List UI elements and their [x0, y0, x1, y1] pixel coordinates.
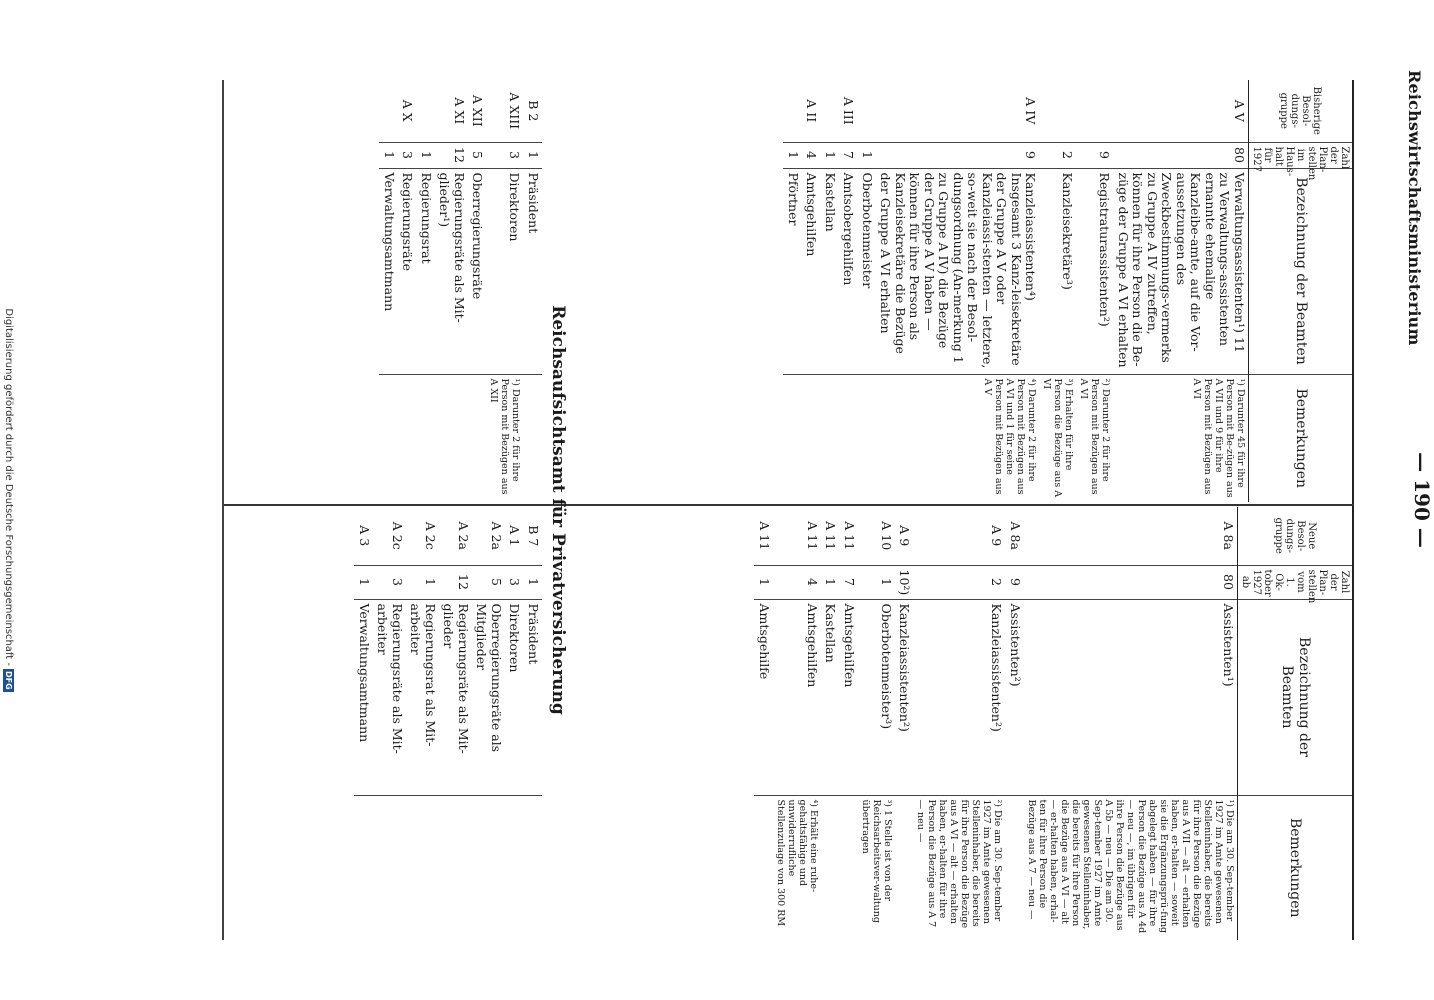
remarks-cell — [380, 374, 399, 502]
remarks-cell: ¹) Darunter 2 für ihre Person mit Bezügen aus A XII — [487, 374, 524, 502]
count-cell: 3 — [373, 565, 406, 599]
digitization-note — [3, 0, 14, 1000]
remarks-cell: ²) Die am 30. Sep-tember 1927 im Amte gewesenen Stelleninhaber, die bereits für ihre Person die Bezüge aus A VI — alt — erhalten haben, er-halten für ihre Person die Bezüge aus A 7 — neu — — [914, 795, 1006, 940]
table-row — [755, 507, 774, 940]
group-cell — [417, 80, 436, 142]
remarks-cell — [858, 374, 877, 502]
s2-left-table — [380, 80, 543, 502]
designation-cell: Pförtner — [784, 168, 803, 374]
group-cell: A 9 — [897, 525, 913, 547]
table-row — [773, 507, 821, 940]
table-row — [821, 507, 840, 940]
designation-cell: Verwaltungsamtmann — [355, 599, 374, 795]
group-cell: A XII — [470, 94, 486, 127]
group-cell: A IV — [1023, 97, 1039, 125]
designation-cell: Regierungsräte als Mit-arbeiter — [373, 599, 406, 795]
count-cell: 9 — [876, 142, 1040, 168]
group-cell: A 1 — [507, 525, 523, 547]
s2-left-wrap — [380, 80, 543, 502]
remarks-cell — [1006, 795, 1025, 940]
group-cell: A 2c — [423, 521, 438, 550]
group-cell: A 2c — [390, 521, 405, 550]
table-row — [435, 80, 468, 502]
group-cell — [858, 80, 877, 142]
group-cell: A X — [400, 99, 416, 122]
remarks-cell — [435, 374, 468, 502]
count-cell: 1 — [524, 142, 543, 168]
count-cell: 1 — [755, 565, 774, 599]
count-cell: 3 — [398, 142, 417, 168]
table-row — [1114, 80, 1249, 502]
designation-cell: Direktoren — [487, 168, 524, 374]
table-row — [524, 507, 543, 940]
designation-cell: Oberregierungsräte — [468, 168, 487, 374]
col-remarks-right: Bemerkungen — [1238, 795, 1353, 940]
designation-cell: Präsident — [524, 599, 543, 795]
count-cell: 7 — [839, 142, 858, 168]
designation-cell: Assistenten²) — [1006, 599, 1025, 795]
table-row — [839, 80, 858, 502]
count-cell: 80 — [1024, 565, 1238, 599]
group-cell: A 10 — [879, 521, 894, 551]
table-row — [398, 80, 417, 502]
designation-cell: Verwaltungsassistenten¹) 11 zu Verwaltungs-assistenten ernannte ehemalige Kanzleibe-amte, auf die Vor-aussetzungen des Zweckbestimmungs-vermerks zu Gruppe A IV zutreffen, können für ihre Person die Be-züge der Gruppe A VI erhalten — [1114, 168, 1249, 374]
count-cell: 3 — [505, 565, 524, 599]
count-cell: 1 — [858, 565, 895, 599]
page-number: — 190 — — [1410, 452, 1434, 548]
count-cell: 3 — [487, 142, 524, 168]
table-row — [487, 80, 524, 502]
designation-cell: Kastellan — [821, 599, 840, 795]
table-row — [1077, 80, 1114, 502]
count-cell: 1 — [821, 142, 840, 168]
remarks-cell — [802, 374, 821, 502]
designation-cell: Amtsobergehilfen — [839, 168, 858, 374]
count-cell: 2 — [1040, 142, 1077, 168]
group-cell: A 9 — [989, 525, 1005, 547]
designation-cell: Amtsgehilfe — [755, 599, 774, 795]
group-cell: A 11 — [757, 521, 772, 551]
group-cell: A 3 — [357, 525, 372, 547]
remarks-cell — [355, 795, 374, 940]
table-row — [380, 80, 399, 502]
group-cell: A 11 — [842, 521, 857, 551]
count-cell: 9 — [1077, 142, 1114, 168]
table-row — [1024, 507, 1238, 940]
table-row — [417, 80, 436, 502]
remarks-cell — [417, 374, 436, 502]
count-cell: 1 — [524, 565, 543, 599]
center-divider — [224, 504, 1354, 506]
table-row — [1006, 507, 1025, 940]
left-table — [784, 80, 1353, 502]
digitization-text: Digitalisierung gefördert durch die Deutsche Forschungsgemeinschaft - — [3, 308, 14, 666]
table-row — [1040, 80, 1077, 502]
section2-title: Reichsaufsichtsamt für Privatversicherung — [548, 305, 568, 715]
remarks-cell — [524, 374, 543, 502]
table-row — [914, 507, 1006, 940]
designation-cell: Regierungsräte als Mit-glieder¹) — [435, 168, 468, 374]
group-cell: A 11 — [823, 521, 839, 551]
col-count-old: Zahl der Plan-stellen im Haus-halt für 1927 — [1249, 142, 1353, 168]
group-cell — [821, 80, 840, 142]
group-cell: A 8a — [1221, 521, 1236, 550]
group-cell: A 2a — [456, 521, 471, 550]
remarks-cell — [406, 795, 439, 940]
table-row — [524, 80, 543, 502]
right-table-wrap — [755, 507, 1353, 940]
table-row — [895, 507, 914, 940]
remarks-cell — [472, 795, 505, 940]
ministry-heading: Reichswirtschaftsministerium — [1405, 70, 1424, 346]
designation-cell: Oberbotenmeister³) — [858, 599, 895, 795]
table-row — [876, 80, 1040, 502]
designation-cell: Präsident — [524, 168, 543, 374]
table-row — [472, 507, 505, 940]
table-row — [858, 80, 877, 502]
designation-cell: Kanzleisekretäre³) — [1040, 168, 1077, 374]
remarks-cell — [839, 374, 858, 502]
remarks-cell — [439, 795, 472, 940]
table-row — [373, 507, 406, 940]
designation-cell: Kastellan — [821, 168, 840, 374]
count-cell: 5 — [472, 565, 505, 599]
group-cell: A 11 — [805, 521, 820, 551]
designation-cell: Regierungsrat — [417, 168, 436, 374]
remarks-cell — [373, 795, 406, 940]
remarks-cell: ¹) Darunter 45 für ihre Person mit Be-zügen aus A VII und 9 für ihre Person mit Bezügen aus A VI — [1114, 374, 1249, 502]
count-cell: 1 — [380, 142, 399, 168]
count-cell: 9 — [1006, 565, 1025, 599]
group-cell: A II — [804, 99, 820, 123]
remarks-cell: ⁴) Erhält eine ruhe-gehaltsfähige und unwiderrufliche Stellenzulage von 300 RM — [773, 795, 821, 940]
group-cell: A XIII — [507, 92, 523, 130]
remarks-cell — [784, 374, 803, 502]
designation-cell: Amtsgehilfen — [840, 599, 859, 795]
table-row — [802, 80, 821, 502]
designation-cell: Regierungsräte als Mit-glieder — [439, 599, 472, 795]
designation-cell: Direktoren — [505, 599, 524, 795]
table-row — [784, 80, 803, 502]
remarks-cell: ⁴) Darunter 2 für ihre Person mit Bezügen aus A VI und 1 für seine Person mit Bezügen aus A V — [876, 374, 1040, 502]
remarks-cell — [895, 795, 914, 940]
count-cell: 1 — [355, 565, 374, 599]
group-cell: A 2a — [489, 521, 504, 550]
remarks-cell — [821, 795, 840, 940]
table-row — [840, 507, 859, 940]
remarks-cell — [524, 795, 543, 940]
count-cell: 1 — [417, 142, 436, 168]
table-row — [505, 507, 524, 940]
group-cell — [784, 80, 803, 142]
designation-cell: Amtsgehilfen — [802, 168, 821, 374]
count-cell: 10²) — [895, 565, 914, 599]
s2-right-table — [355, 507, 543, 940]
count-cell: 80 — [1114, 142, 1249, 168]
group-cell: A III — [841, 96, 857, 125]
designation-cell: Assistenten¹) — [1024, 599, 1238, 795]
count-cell: 12 — [439, 565, 472, 599]
col-new-group: Neue Besol-dungs-gruppe — [1238, 507, 1353, 565]
remarks-cell: ²) Darunter 2 für ihre Person mit Bezügen aus A VI — [1077, 374, 1114, 502]
s2-right-wrap — [355, 507, 543, 940]
group-cell — [380, 80, 399, 142]
group-cell — [1077, 80, 1114, 142]
remarks-cell — [821, 374, 840, 502]
count-cell: 12 — [435, 142, 468, 168]
col-designation-left: Bezeichnung der Beamten — [1249, 168, 1353, 374]
col-remarks-left: Bemerkungen — [1249, 374, 1353, 502]
count-cell: 1 — [821, 565, 840, 599]
count-cell: 2 — [914, 565, 1006, 599]
designation-cell: Regierungsrat als Mit-arbeiter — [406, 599, 439, 795]
table-row — [406, 507, 439, 940]
col-count-new: Zahl der Plan-stellen vom 1. Ok-tober 1927 ab — [1238, 565, 1353, 599]
designation-cell: Registraturassistenten²) — [1077, 168, 1114, 374]
table-row — [821, 80, 840, 502]
group-cell: B 7 — [526, 525, 541, 547]
top-rule — [1352, 80, 1354, 940]
count-cell: 1 — [406, 565, 439, 599]
remarks-cell: ³) Erhalten für ihre Person die Bezüge aus A VI — [1040, 374, 1077, 502]
remarks-cell: ¹) Die am 30. Sep-tember 1927 im Amte gewesenen Stelleninhaber, die bereits für ihre Person die Bezüge aus A VII — alt — erhalten haben, er-halten — soweit sie die Ergänzungsprü-fung abgelegt haben — für ihre Person die Bezüge aus A 4d — neu —, im übrigen für ihre Person die Bezüge aus A 5b — neu — Die am 30. Sep-tember 1927 im Amte gewesenen Stelleninhaber, die bereits für ihre Person die Bezüge aus A VI — alt — er-halten haben, erhal-ten für ihre Person die Bezüge aus A 7 — neu — — [1024, 795, 1238, 940]
count-cell: 4 — [773, 565, 821, 599]
designation-cell: Kanzleiassistenten²) — [914, 599, 1006, 795]
designation-cell: Oberregierungsräte als Mitglieder — [472, 599, 505, 795]
right-table — [755, 507, 1353, 940]
group-cell: A 8a — [1008, 521, 1023, 550]
group-cell: B 2 — [526, 100, 541, 122]
remarks-cell — [505, 795, 524, 940]
group-cell — [1040, 80, 1077, 142]
count-cell: 1 — [858, 142, 877, 168]
remarks-cell — [840, 795, 859, 940]
designation-cell: Oberbotenmeister — [858, 168, 877, 374]
remarks-cell: ³) 1 Stelle ist von der Reichsarbeitsver-waltung übertragen — [858, 795, 895, 940]
remarks-cell — [755, 795, 774, 940]
table-row — [858, 507, 895, 940]
count-cell: 5 — [468, 142, 487, 168]
designation-cell: Regierungsräte — [398, 168, 417, 374]
dfg-logo: DFG — [4, 670, 13, 690]
col-old-group: Bisherige Besol-dungs-gruppe — [1249, 80, 1353, 142]
count-cell: 7 — [840, 565, 859, 599]
bottom-rule — [223, 80, 225, 940]
count-cell: 4 — [802, 142, 821, 168]
group-cell: A V — [1232, 99, 1247, 122]
group-cell: A XI — [452, 97, 467, 125]
designation-cell: Verwaltungsamtmann — [380, 168, 399, 374]
remarks-cell — [468, 374, 487, 502]
count-cell: 1 — [784, 142, 803, 168]
remarks-cell — [398, 374, 417, 502]
designation-cell: Kanzleiassistenten²) — [895, 599, 914, 795]
designation-cell: Amtsgehilfen — [773, 599, 821, 795]
table-row — [355, 507, 374, 940]
designation-cell: Kanzleiassistenten⁴) Insgesamt 3 Kanz-leisekretäre der Gruppe A V oder Kanzleiassi-stenten — letztere, so-weit sie nach der Besol-dungsordnung (An-merkung 1 zu Gruppe A IV) die Bezüge der Gruppe A V haben — können für ihre Person als Kanzleisekretäre die Bezüge der Gruppe A VI erhalten — [876, 168, 1040, 374]
table-row — [468, 80, 487, 502]
table-row — [439, 507, 472, 940]
col-designation-right: Bezeichnung der Beamten — [1238, 599, 1353, 795]
left-table-wrap — [784, 80, 1353, 502]
